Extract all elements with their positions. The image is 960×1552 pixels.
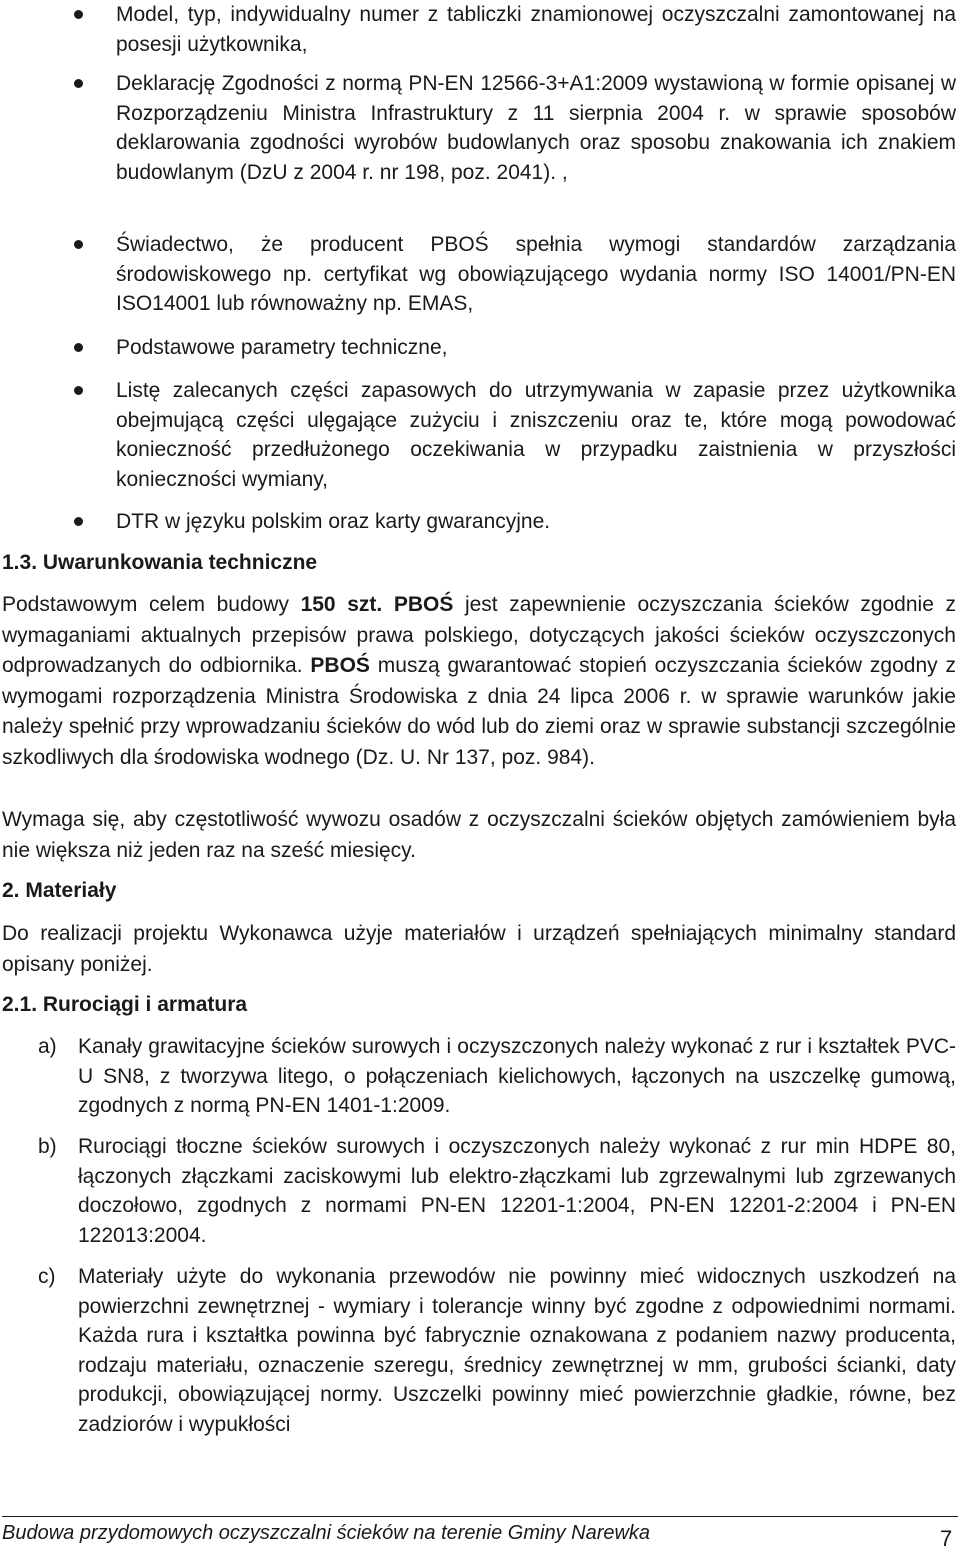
paragraph-text: jest zapewnienie oczyszczania ścieków zgodnie z wymaganiami aktualnych przepisów prawa polskiego, dotyczących jakości ścieków oczyszczonych odprowadzanych do odbiornika. bbox=[2, 593, 956, 677]
bullet-item: DTR w języku polskim oraz karty gwarancyjne. bbox=[116, 510, 551, 533]
bullet-icon bbox=[74, 240, 83, 249]
page-number: 7 bbox=[940, 1526, 953, 1551]
footer-title: Budowa przydomowych oczyszczalni ścieków na terenie Gminy Narewka bbox=[2, 1522, 651, 1544]
list-marker: b) bbox=[38, 1135, 57, 1158]
list-marker: c) bbox=[38, 1265, 56, 1288]
section-heading-1-3: 1.3. Uwarunkowania techniczne bbox=[2, 551, 318, 574]
bold-pbos: PBOŚ bbox=[310, 654, 370, 677]
bullet-item: Model, typ, indywidualny numer z tabliczki znamionowej oczyszczalni zamontowanej na posesji użytkownika, bbox=[116, 3, 956, 56]
bullet-item: Deklarację Zgodności z normą PN-EN 12566-3+A1:2009 wystawioną w formie opisanej w Rozporządzeniu Ministra Infrastruktury z 11 sierpnia 2004 r. w sprawie sposobów deklarowania zgodności wyrobów budowlanych oraz sposobu znakowania ich znakiem budowlanym (DzU z 2004 r. nr 198, poz. 2041). , bbox=[116, 72, 956, 184]
section-heading-2: 2. Materiały bbox=[2, 879, 117, 902]
list-item: Rurociągi tłoczne ścieków surowych i oczyszczonych należy wykonać z rur min HDPE 80, łączonych złączkami zaciskowymi lub elektro-złączkami lub zgrzewalnymi lub zgrzewanych doczołowo, zgodnych z normami PN-EN 12201-1:2004, PN-EN 12201-2:2004 i PN-EN 122013:2004. bbox=[78, 1135, 956, 1247]
paragraph-materials: Do realizacji projektu Wykonawca użyje materiałów i urządzeń spełniających minimalny standard opisany poniżej. bbox=[2, 922, 956, 976]
paragraph-text: Podstawowym celem budowy bbox=[2, 593, 301, 616]
list-item: Materiały użyte do wykonania przewodów nie powinny mieć widocznych uszkodzeń na powierzchni zewnętrznej - wymiary i tolerancje winny być zgodne z odpowiednimi normami. Każda rura i kształtka powinna być fabrycznie oznakowana z podaniem nazwy producenta, rodzaju materiału, oznaczenie szeregu, średnicy zewnętrznej w mm, grubości ścianki, daty produkcji, obowiązującej normy. Uszczelki powinny mieć powierzchnie gładkie, równe, bez zadziorów i wypukłości bbox=[78, 1265, 956, 1436]
list-item: Kanały grawitacyjne ścieków surowych i oczyszczonych należy wykonać z rur i kształtek PVC-U SN8, z tworzywa litego, o połączeniach kielichowych, łączonych na uszczelkę gumową, zgodnych z normą PN-EN 1401-1:2009. bbox=[78, 1035, 956, 1117]
bullet-icon bbox=[74, 517, 83, 526]
footer-divider bbox=[2, 1516, 958, 1517]
bullet-icon bbox=[74, 343, 83, 352]
bullet-item: Świadectwo, że producent PBOŚ spełnia wymogi standardów zarządzania środowiskowego np. certyfikat wg obowiązującego wydania normy ISO 14001/PN-EN ISO14001 lub równoważny np. EMAS, bbox=[116, 233, 956, 315]
bullet-item: Listę zalecanych części zapasowych do utrzymywania w zapasie przez użytkownika obejmującą części ulęgające zużyciu i zniszczeniu oraz te, które mogą powodować konieczność przedłużonego oczekiwania w przypadku zaistnienia w przyszłości konieczności wymiany, bbox=[116, 379, 956, 491]
bold-quantity: 150 szt. bbox=[300, 593, 383, 616]
bullet-icon bbox=[74, 386, 83, 395]
paragraph-purpose bbox=[2, 590, 956, 773]
list-marker: a) bbox=[38, 1035, 57, 1058]
section-heading-2-1: 2.1. Rurociągi i armatura bbox=[2, 993, 248, 1016]
paragraph-sludge: Wymaga się, aby częstotliwość wywozu osadów z oczyszczalni ścieków objętych zamówieniem była nie większa niż jeden raz na sześć miesięcy. bbox=[2, 808, 956, 862]
bullet-icon bbox=[74, 79, 83, 88]
paragraph-text: muszą gwarantować stopień oczyszczania ścieków zgodny z wymogami rozporządzenia Ministra Środowiska z dnia 24 lipca 2006 r. w sprawie warunków jakie należy spełnić przy wprowadzaniu ścieków do wód lub do ziemi oraz w sprawie substancji szczególnie szkodliwych dla środowiska wodnego (Dz. U. Nr 137, poz. 984). bbox=[2, 654, 956, 769]
paragraph-text bbox=[382, 593, 394, 616]
bold-pbos: PBOŚ bbox=[393, 593, 454, 616]
bullet-icon bbox=[74, 10, 83, 19]
bullet-item: Podstawowe parametry techniczne, bbox=[116, 336, 448, 359]
